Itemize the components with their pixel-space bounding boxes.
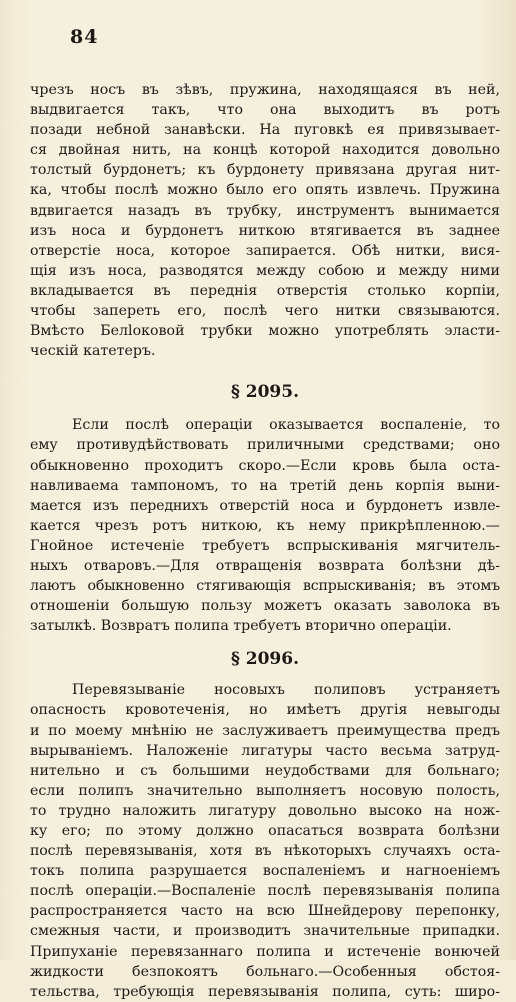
text-line: Вмѣсто Белloковой трубки можно употреблять эласти- [30,323,500,340]
text-line: послѣ перевязыванія, хотя въ нѣкоторыхъ случаяхъ оста- [30,843,500,860]
text-line: и по моему мнѣнію не заслуживаетъ преимущества предъ [30,722,500,739]
text-line: Гнойное истеченіе требуетъ вспрыскиванія мягчитель- [30,537,500,554]
text-line: мается изъ переднихъ отверстій носа и бурдонетъ извле- [30,497,500,514]
body-text [30,80,500,1002]
text-line: щія изъ носа, разводятся между собою и между ними [30,262,500,279]
page-number: 84 [70,26,99,48]
text-line: чтобы запереть его, послѣ чего нитки связываются. [30,303,500,320]
text-line: Припуханіе перевязаннаго полипа и истеченіе вонючей [30,943,500,960]
text-line: лаютъ обыкновенно стягивающія вспрыскиванія; въ этомъ [30,578,500,595]
text-line: послѣ операціи.—Воспаленіе послѣ перевязыванія полипа [30,883,500,900]
paragraph-3 [30,680,500,1002]
paragraph-2 [30,415,500,636]
text-line: затылкѣ. Возвратъ полипа требуетъ вторично операціи. [30,618,452,635]
text-line: отношеніи большую пользу можетъ оказать заволока въ [30,598,500,615]
section-heading-2096: § 2096. [230,649,300,670]
text-line: отверстіе носа, которое запирается. Обѣ нитки, вися- [30,242,500,259]
text-line: толстый бурдонетъ; къ бурдонету привязана другая нит- [30,162,500,179]
text-line: вырываніемъ. Наложеніе лигатуры часто весьма затруд- [30,742,500,759]
text-line: Перевязываніе носовыхъ полиповъ устраняетъ [72,682,500,699]
text-line: ческій катетеръ. [30,343,156,360]
text-line: Если послѣ операціи оказывается воспаленіе, то [72,417,500,434]
text-line: вдвигается назадъ въ трубку, инструментъ вынимается [30,202,500,219]
text-line: вкладывается въ переднія отверстія столько корпіи, [30,282,500,299]
text-line: нительно и съ большими неудобствами для больнаго; [30,762,500,779]
text-line: то трудно наложить лигатуру довольно высоко на нож- [30,802,500,819]
text-line: обыкновенно проходитъ скоро.—Если кровь была оста- [30,457,500,474]
text-line: выдвигается такъ, что она выходитъ въ ротъ [30,102,500,119]
text-line: ему противудѣйствовать приличными средствами; оно [30,437,500,454]
text-line: ку его; по этому должно опасаться возврата болѣзни [30,823,500,839]
text-line: позади небной занавѣски. На пуговкѣ ея привязывает- [30,122,500,139]
text-line: если полипъ значительно выполняетъ носовую полость, [30,782,500,799]
text-line: изъ носа и бурдонетъ ниткою втягивается въ заднее [30,222,500,239]
text-line: тельства, требующія перевязыванія полипа, суть: широ- [30,983,500,1000]
text-line: кается чрезъ ротъ ниткою, къ нему прикрѣпленною.— [30,517,500,534]
section-heading-2095: § 2095. [230,382,300,403]
text-line: ка, чтобы послѣ можно было его опять извлечь. Пружина [30,182,500,199]
text-line: смежныя части, и производитъ значительные припадки. [30,923,500,940]
text-line: ныхъ отваровъ.—Для отвращенія возврата болѣзни дѣ- [30,557,500,574]
text-line: ся двойная нить, на концѣ которой находится довольно [30,142,500,159]
text-line: чрезъ носъ въ зѣвъ, пружина, находящаяся въ ней, [30,82,500,98]
text-line: распространяется часто на всю Шнейдерову перепонку, [30,903,500,920]
text-line: токъ полипа разрушается воспаленіемъ и нагноеніемъ [30,863,500,880]
text-line: опасность кровотеченія, но имѣетъ другія невыгоды [30,702,500,719]
text-line: жидкости безпокоятъ больнаго.—Особенныя обстоя- [30,963,500,980]
paragraph-1 [30,80,500,361]
text-line: навливаема тампономъ, то на третій день корпія выни- [30,477,500,494]
